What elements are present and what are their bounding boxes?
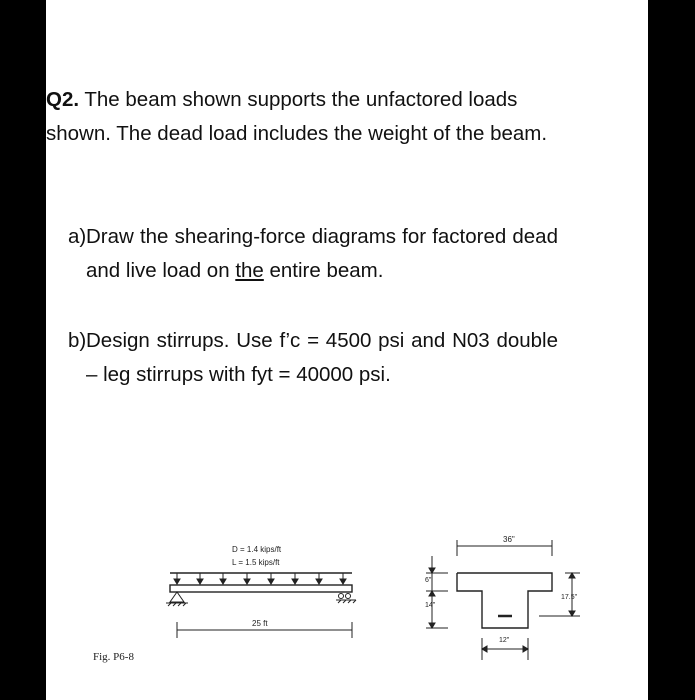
web-depth-label: 14" — [425, 602, 436, 609]
part-a-text-1: Draw the shearing-force diagrams for factored dead and live load on — [86, 225, 558, 282]
flange-width-label: 36" — [503, 535, 515, 544]
beam — [170, 585, 352, 592]
question-number: Q2. — [46, 88, 80, 111]
web-width-label: 12" — [499, 637, 510, 644]
part-b-label: b) — [68, 329, 87, 352]
part-a-label: a) — [68, 225, 87, 248]
part-b-text: Design stirrups. Use f’c = 4500 psi and N03 double – leg stirrups with fyt = 40000 psi. — [86, 329, 558, 386]
depth-dimensions — [426, 556, 448, 628]
effective-depth-label: 17.5" — [561, 594, 578, 601]
right-support — [336, 594, 356, 604]
question-body: The beam shown supports the unfactored loads shown. The dead load includes the weight of the beam. — [46, 88, 548, 145]
live-load-label: L = 1.5 kips/ft — [232, 558, 280, 567]
part-a-text-2: entire beam. — [263, 259, 384, 282]
dead-load-label: D = 1.4 kips/ft — [232, 545, 282, 554]
t-section — [457, 573, 552, 628]
figure-caption: Fig. P6-8 — [93, 651, 134, 663]
left-support — [166, 592, 188, 606]
part-a-underlined: the — [235, 259, 264, 282]
flange-depth-label: 6" — [425, 577, 432, 584]
span-label: 25 ft — [252, 619, 268, 628]
distributed-load-arrows — [170, 573, 352, 584]
